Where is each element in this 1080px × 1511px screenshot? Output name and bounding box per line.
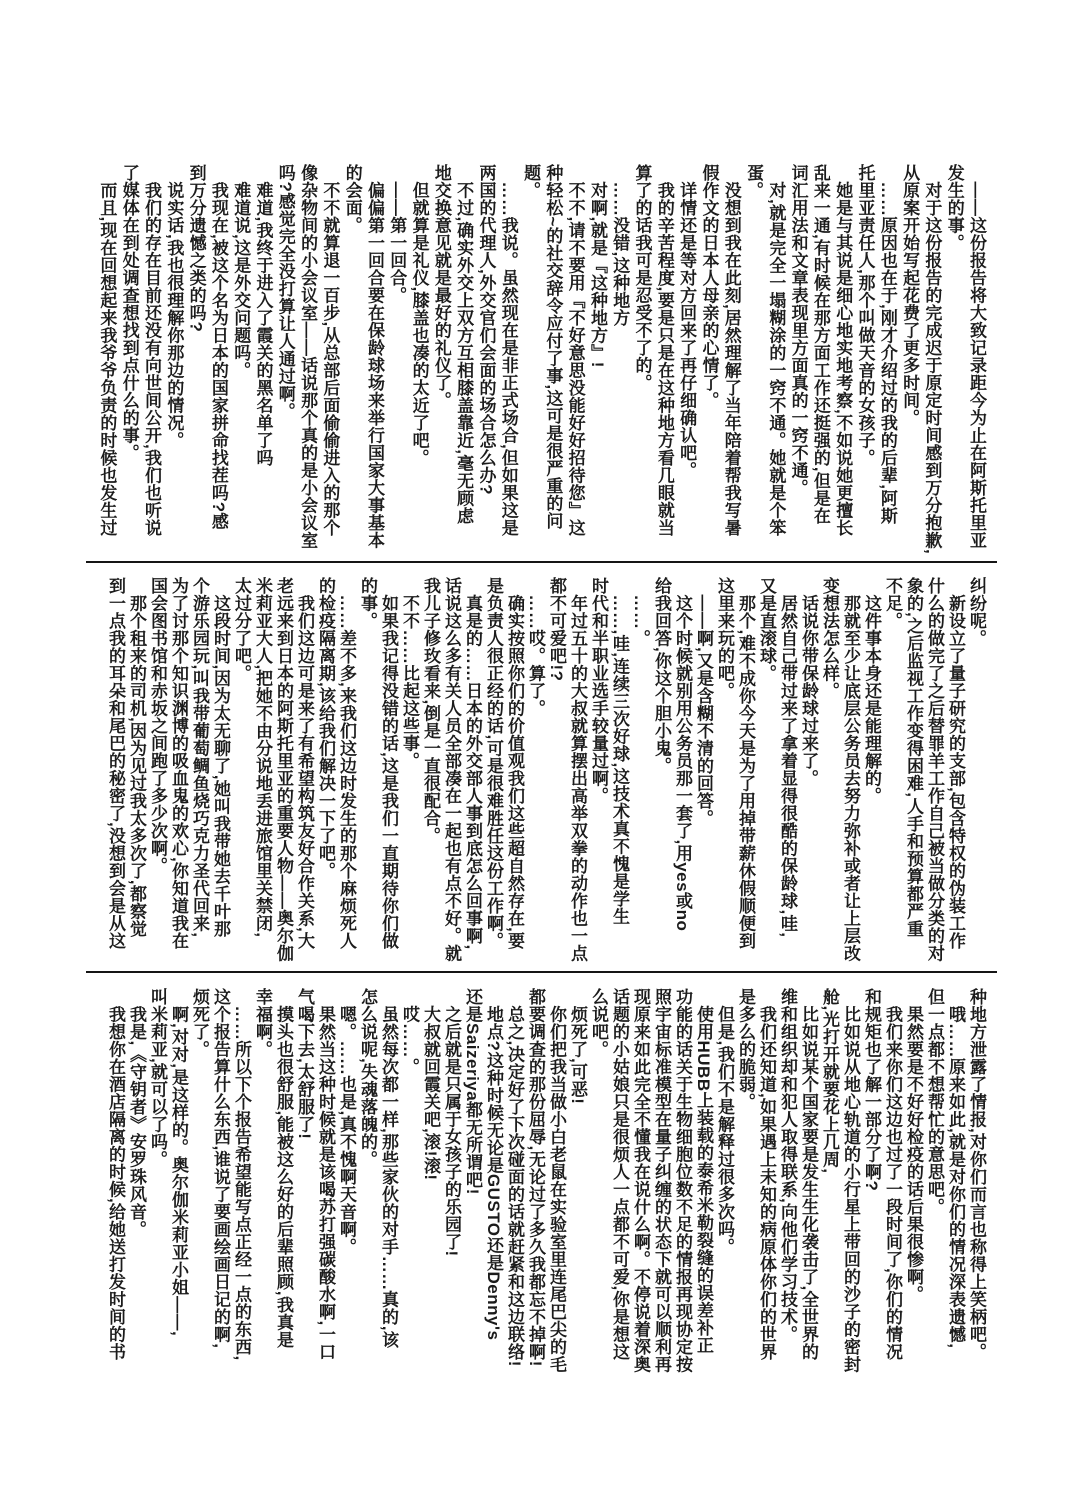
text-line: 到万分遗憾之类的吗?: [186, 164, 206, 333]
text-line: 什么的做完了之后替罪羊工作自己被当做分类的对: [925, 577, 944, 962]
text-line: ……原因也在于,刚才介绍过的我的后辈,阿斯: [877, 164, 897, 525]
text-line: 你们把我当做小白老鼠在实验室里连尾巴尖的毛: [547, 988, 566, 1373]
text-line: 不不就算退一百步,从总部后面偷偷进入的那个: [320, 164, 340, 537]
text-line: 种轻松~的社交辞令应付了事,这可是很严重的问: [543, 164, 563, 530]
text-line: 不不,请不要用『不好意思没能好好招待您』这: [565, 164, 585, 537]
text-line: 吗?感觉完全没打算让人通过啊。: [275, 164, 295, 420]
text-line: 摸头也很舒服,能被这么好的后辈照顾,我真是: [274, 988, 293, 1349]
text-line: 了媒体在到处调查想找到点什么的事。: [119, 164, 139, 462]
text-line: 哎……。: [400, 988, 419, 1076]
text-line: ——啊,又是含糊不清的回答。: [694, 577, 713, 828]
text-line: 我儿子修玫看来,倒是一直很配合。: [421, 577, 440, 845]
text-line: 为了讨那个知识渊博的吸血鬼的欢心,你知道我在: [169, 577, 188, 950]
text-line: 这个报告算什么东西,谁说了要画绘画日记的啊,: [211, 988, 230, 1349]
text-line: 个游乐园玩,叫我带葡萄鲷鱼烧巧克力圣代回来,: [190, 577, 209, 938]
text-band-top: [95, 164, 987, 555]
text-line: 像杂物间的小会议室——话说那个真的是小会议室: [298, 164, 318, 549]
text-line: ……,哇,连续三次好球,这技术真不愧是学生: [610, 577, 629, 926]
text-line: 年过五十的大叔就算摆出高举双拳的动作也一点: [568, 577, 587, 962]
text-line: 烦死了。: [190, 988, 209, 1058]
text-line: 这里来玩的吧。: [715, 577, 734, 700]
text-line: 话说你带保龄球过来了。: [799, 577, 818, 787]
text-line: 那个租来的司机,因为见过我太多次了,都察觉: [127, 577, 146, 938]
text-line: 舱,光打开就要花上几周,: [820, 988, 839, 1174]
text-line: 的事。: [358, 577, 377, 630]
text-band-middle: [105, 577, 987, 962]
text-line: ——第一回合。: [387, 164, 407, 304]
text-line: 之后就是只属于女孩子的乐园了!: [442, 988, 461, 1257]
text-line: 气喝下去,太舒服了!: [295, 988, 314, 1140]
text-line: ——这份报告将大致记录距今为止在阿斯托里亚: [967, 164, 986, 549]
text-line: 功能的话关于生物细胞位数不足的情报再现协定按: [673, 988, 692, 1373]
text-line: 还是Saizeriya都无所谓吧!: [463, 988, 482, 1195]
text-line: 对啊,就是『这种地方』!: [587, 164, 607, 368]
text-line: 又是直滚球。: [757, 577, 776, 682]
text-line: 那个,难不成你今天是为了用掉带薪休假顺便到: [736, 577, 755, 950]
text-line: 两国的代理人,外交官们会面的场合怎么办?: [476, 164, 496, 496]
text-line: 我们来你们这边也过了一段时间了,你们的情况: [883, 988, 902, 1361]
text-line: 叫米莉亚,就可以了吗。: [148, 988, 167, 1169]
text-line: 我的辛苦程度,要是只是在这种地方看几眼就当: [654, 164, 674, 537]
text-line: 是多么的脆弱。: [736, 988, 755, 1111]
text-line: 种地方泄露了情报,对你们而言也称得上笑柄吧。: [967, 988, 986, 1361]
text-line: 的会面。: [342, 164, 362, 234]
text-line: 我们还知道,如果遇上未知的病原体你们的世界: [757, 988, 776, 1361]
text-line: 不不……比起这些事。: [400, 577, 419, 770]
text-band-bottom: [105, 988, 987, 1392]
text-line: 给我回答,你这个胆小鬼。: [652, 577, 671, 775]
text-line: ……哎。算了。: [526, 577, 545, 717]
text-line: 现原来如此完全不懂我在说什么啊。不停说着深奥: [631, 988, 650, 1373]
text-line: 这段时间,因为太无聊了,她叫我带她去千叶那: [211, 577, 230, 938]
text-line: ……我说。虽然现在是非正式场合,但如果这是: [498, 164, 518, 537]
text-line: 啊,对对,是这样的。奥尔伽米莉亚小姐——,: [169, 988, 188, 1337]
text-line: 虽然每次都一样,那些家伙的对手……真的,该: [379, 988, 398, 1349]
text-line: 幸福啊。: [253, 988, 272, 1058]
text-line: 我们这边可是来了有希望构筑友好合作关系,大: [295, 577, 314, 950]
text-line: 假作文的日本人母亲的心情了。: [699, 164, 719, 409]
text-line: 但是,我们不是解释过很多次吗。: [715, 988, 734, 1256]
text-line: 算了的话我可是忍受不了的。: [632, 164, 652, 392]
text-line: 对,就是完全一塌糊涂的一窍不通。她就是个笨: [766, 164, 786, 537]
text-line: 到一点我的耳朵和尾巴的秘密了,没想到会是从这: [106, 577, 125, 950]
text-line: ……差不多,来我们这边时发生的那个麻烦死人: [337, 577, 356, 950]
text-line: 我们的存在目前还没有向世间公开,我们也听说: [142, 164, 162, 537]
text-line: ……没错,这种地方: [610, 164, 630, 327]
text-line: 烦死了,可恶!: [568, 988, 587, 1105]
text-line: 那就至少让底层公务员去努力弥补或者让上层改: [841, 577, 860, 962]
text-line: 太过分了吧。: [232, 577, 251, 682]
text-line: 托里亚责任人,那个叫做天音的女孩子。: [855, 164, 875, 467]
text-line: 这个时候就别用公务员那一套了,用yes或no: [673, 577, 692, 932]
text-line: 比如说从地心轨道的小行星上带回的沙子的密封: [841, 988, 860, 1373]
text-line: 不过,确实外交上双方互相膝盖靠近,毫无顾虑: [454, 164, 474, 525]
text-line: 么说吧。: [589, 988, 608, 1058]
text-line: 果然要是不好好检疫的话后果很惨啊。: [904, 988, 923, 1303]
text-line: 地点?这种时候无论是GUSTO还是Denny's: [484, 988, 503, 1341]
text-line: 蛋。: [744, 164, 764, 199]
text-line: 米莉亚大人,把她不由分说地丢进旅馆里关禁闭,: [253, 577, 272, 938]
text-line: 维和组织却和犯人取得联系,向他们学习技术。: [778, 988, 797, 1344]
text-line: 是负责人很正经的话,可是很难胜任这份工作啊。: [484, 577, 503, 950]
text-line: 对于这份报告的完成迟于原定时间感到万分抱歉,: [922, 164, 942, 555]
text-line: 偏偏第一回合要在保龄球场来举行国家大事基本: [364, 164, 384, 549]
text-line: 都要调查的那份屈辱,无论过了多久我都忘不掉啊!: [526, 988, 545, 1367]
text-line: 老远来到日本的阿斯托里亚的重要人物——奥尔伽: [274, 577, 293, 962]
text-line: ……。: [631, 577, 650, 647]
text-line: 话说这么多有关人员全部凑在一起也有点不好。就: [442, 577, 461, 962]
text-line: ……所以下个报告希望能写点正经一点的东西,: [232, 988, 251, 1361]
text-line: 真是的……日本的外交部人事到底怎么回事啊,: [463, 577, 482, 950]
text-line: 题。: [521, 164, 541, 199]
text-line: 我是,《守钥者》安罗珠风音。: [127, 988, 146, 1239]
text-line: 果然当这种时候就是该喝苏打强碳酸水啊,一口: [316, 988, 335, 1361]
text-line: 这件事本身还是能理解的。: [862, 577, 881, 805]
text-line: 地交换意见就是最好的礼仪了。: [431, 164, 451, 409]
text-line: 大叔就回霞关吧,滚!滚!: [421, 988, 440, 1181]
text-line: 我现在,被这个名为日本的国家拼命找茬吗?感: [208, 164, 228, 531]
text-line: 她是与其说是细心地实地考察,不如说她更擅长: [833, 164, 853, 537]
separator-line: [86, 971, 997, 973]
text-line: 发生的事。: [944, 164, 964, 252]
text-line: 都不可爱吧!?: [547, 577, 566, 682]
text-line: 纠纷呢。: [967, 577, 986, 647]
text-line: 话题的小姑娘只是很烦人一点都不可爱,你是想这: [610, 988, 629, 1361]
text-line: 但就算是礼仪,膝盖也凑的太近了吧。: [409, 164, 429, 467]
text-line: 变想法怎么样。: [820, 577, 839, 700]
text-line: 时代和半职业选手较量过啊。: [589, 577, 608, 805]
text-line: 比如说某个国家要是发生生化袭击了,全世界的: [799, 988, 818, 1361]
text-line: 怎么说呢,失魂落魄的。: [358, 988, 377, 1169]
text-line: 如果我记得没错的话,这是我们一直期待你们做: [379, 577, 398, 950]
text-line: 不足。: [883, 577, 902, 630]
text-line: 的检疫隔离期,该给我们解决一下了吧。: [316, 577, 335, 880]
text-line: 确实按照你们的价值观我们这些超自然存在,要: [505, 577, 524, 950]
text-line: 说实话,我也很理解你那边的情况。: [164, 164, 184, 450]
text-line: 词汇用法和文章表现里方面真的一窍不通。: [788, 164, 808, 497]
separator-line: [86, 561, 997, 563]
text-line: 我想你在酒店隔离的时候,给她送打发时间的书: [106, 988, 125, 1361]
text-line: 难道,我终于进入了霞关的黑名单了吗: [253, 164, 273, 467]
text-line: 详情还是等对方回来了再仔细确认吧。: [677, 164, 697, 479]
text-line: 没想到我在此刻,居然理解了当年陪着帮我写暑: [721, 164, 741, 537]
text-line: 象的,之后监视工作变得困难,人手和预算都严重: [904, 577, 923, 938]
text-line: 居然自己带过来了拿着显得很酷的保龄球,哇,: [778, 577, 797, 938]
text-line: 使用HUBB上装载的泰希米勒裂缝的误差补正: [694, 988, 713, 1355]
text-line: 和规矩也了解一部分了啊?: [862, 988, 881, 1192]
text-line: 国会图书馆和赤坂之间跑了多少次啊。: [148, 577, 167, 875]
text-line: 难道说,这是外交问题吗。: [231, 164, 251, 380]
text-line: 乱来一通,有时候在那方面工作还挺强的,但是在: [810, 164, 830, 525]
text-line: 总之,决定好了下次碰面的话就赶紧和这边联络!: [505, 988, 524, 1367]
text-line: 新设立了量子研究的支部,包含特权的伪装工作: [946, 577, 965, 950]
text-line: 哦……原来如此,就是对你们的情况深表遗憾,: [946, 988, 965, 1349]
text-line: 嗯。……也是,真不愧啊天音啊。: [337, 988, 356, 1256]
text-line: 照宇宙标准模型在量子纠缠的状态下就可以顺利再: [652, 988, 671, 1373]
text-line: 从原案开始写起花费了更多时间。: [900, 164, 920, 427]
text-line: 但一点都不想帮忙的意思吧。: [925, 988, 944, 1216]
text-line: 而且,现在回想起来我爷爷负责的时候也发生过: [97, 164, 117, 537]
